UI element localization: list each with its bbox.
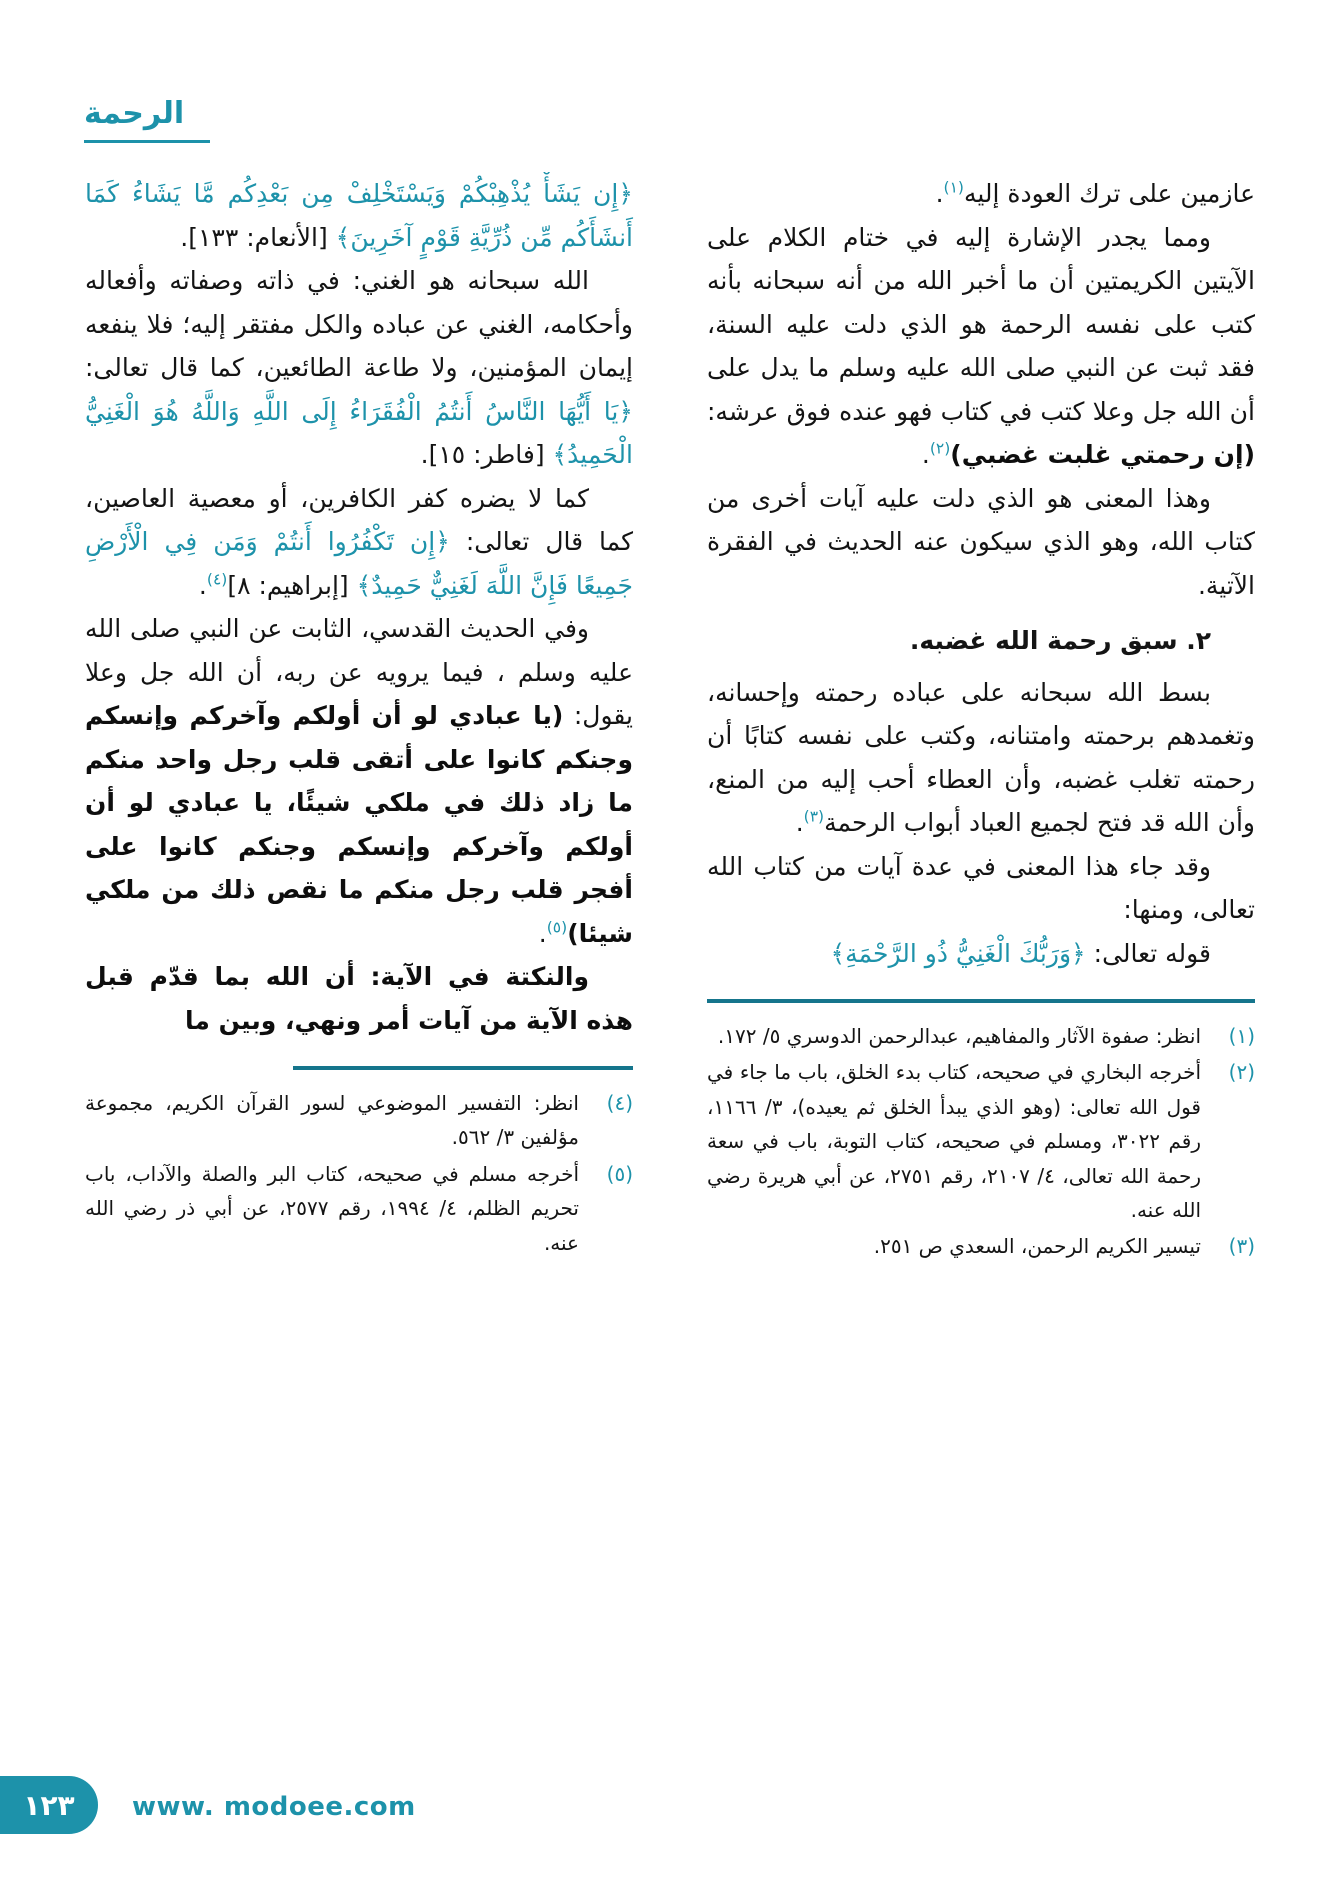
verse-reference: [الأنعام: ١٣٣]. bbox=[180, 222, 336, 252]
verse-reference: [إبراهيم: ٨] bbox=[227, 570, 357, 600]
footnote bbox=[707, 1019, 1255, 1053]
text: قوله تعالى: bbox=[1085, 938, 1211, 968]
paragraph bbox=[85, 955, 633, 1042]
text: وقد جاء هذا المعنى في عدة آيات من كتاب الله تعالى، ومنها: bbox=[707, 851, 1255, 924]
footnote-marker: (١) bbox=[943, 178, 964, 197]
page-number: ١٢٣ bbox=[23, 1788, 75, 1822]
page-number-badge bbox=[0, 1776, 98, 1834]
text: . bbox=[795, 808, 804, 837]
footnote-number: (٣) bbox=[1228, 1234, 1255, 1259]
quran-verse: ﴿وَرَبُّكَ الْغَنِيُّ ذُو الرَّحْمَةِ﴾ bbox=[830, 938, 1086, 968]
footnote-text: أخرجه مسلم في صحيحه، كتاب البر والصلة والآداب، باب تحريم الظلم، ٤/ ١٩٩٤، رقم ٢٥٧٧، عن أبي ذر رضي الله عنه. bbox=[85, 1161, 579, 1255]
footnote-separator bbox=[707, 999, 1255, 1003]
text: ومما يجدر الإشارة إليه في ختام الكلام على الآيتين الكريمتين أن ما أخبر الله من أنه سبحانه بأنه كتب على نفسه الرحمة هو الذي دلت عليه السنة، فقد ثبت عن النبي صلى الله عليه وسلم ما يدل على أن الله جل وعلا كتب في كتاب فهو عنده فوق عرشه: bbox=[707, 222, 1255, 426]
header-rule bbox=[84, 140, 210, 143]
footnote-separator bbox=[293, 1066, 633, 1070]
paragraph bbox=[707, 172, 1255, 216]
chapter-title: الرحمة bbox=[84, 96, 185, 131]
footnote bbox=[85, 1157, 633, 1260]
footnote-text: تيسير الكريم الرحمن، السعدي ص ٢٥١. bbox=[873, 1234, 1201, 1259]
text: وهذا المعنى هو الذي دلت عليه آيات أخرى من كتاب الله، وهو الذي سيكون عنه الحديث في الفقرة الآتية. bbox=[707, 483, 1255, 600]
website-url: www. modoee.com bbox=[132, 1792, 416, 1822]
footnote-number: (١) bbox=[1228, 1024, 1255, 1048]
footnote-marker: (٤) bbox=[206, 570, 228, 589]
paragraph bbox=[707, 671, 1255, 845]
paragraph bbox=[85, 172, 633, 259]
footnote-text: انظر: صفوة الآثار والمفاهيم، عبدالرحمن الدوسري ٥/ ١٧٢. bbox=[717, 1024, 1201, 1048]
content-columns bbox=[84, 172, 1255, 1782]
column-left bbox=[85, 172, 633, 1262]
paragraph bbox=[707, 845, 1255, 932]
paragraph bbox=[85, 607, 633, 955]
text: . bbox=[935, 179, 944, 208]
verse-reference: [فاطر: ١٥]. bbox=[420, 440, 553, 469]
column-right-footnotes bbox=[707, 1019, 1255, 1264]
paragraph bbox=[85, 477, 633, 608]
column-left-body bbox=[85, 172, 633, 1042]
footnote-marker: (٣) bbox=[803, 807, 825, 826]
quran-verse: ﴿يَا أَيُّهَا النَّاسُ أَنتُمُ الْفُقَرَاءُ إِلَى اللَّهِ وَاللَّهُ هُوَ الْغَنِيُّ الْحَمِيدُ﴾ bbox=[85, 396, 633, 469]
paragraph bbox=[707, 216, 1255, 477]
text: كما لا يضره كفر الكافرين، أو معصية العاصين، كما قال تعالى: bbox=[85, 483, 634, 556]
section-heading bbox=[707, 619, 1255, 663]
footnote bbox=[85, 1086, 633, 1155]
bold-text: والنكتة في الآية: أن الله بما قدّم قبل هذه الآية من آيات أمر ونهي، وبين ما bbox=[85, 962, 633, 1035]
quran-verse: ﴿إِن تَكْفُرُوا أَنتُمْ وَمَن فِي الْأَرْضِ جَمِيعًا فَإِنَّ اللَّهَ لَغَنِيٌّ حَمِيدٌ﴾ bbox=[85, 527, 633, 600]
text: . bbox=[921, 440, 930, 469]
footnote-text: انظر: التفسير الموضوعي لسور القرآن الكريم، مجموعة مؤلفين ٣/ ٥٦٢. bbox=[85, 1091, 579, 1150]
footnote-number: (٢) bbox=[1228, 1060, 1255, 1085]
text: بسط الله سبحانه على عباده رحمته وإحسانه، وتغمدهم برحمته وامتنانه، وكتب على نفسه كتابًا أن رحمته تغلب غضبه، وأن العطاء أحب إليه من المنع، وأن الله قد فتح لجميع العباد أبواب الرحمة bbox=[707, 677, 1255, 837]
text: عازمين على ترك العودة إليه bbox=[963, 179, 1255, 208]
footnote bbox=[707, 1229, 1255, 1263]
text: . bbox=[198, 570, 207, 600]
column-right-body bbox=[707, 172, 1255, 975]
text: . bbox=[538, 918, 547, 948]
text: وفي الحديث القدسي، الثابت عن النبي صلى الله عليه وسلم ، فيما يرويه عن ربه، أن الله جل وعلا يقول: bbox=[85, 614, 633, 730]
footnote-text: أخرجه البخاري في صحيحه، كتاب بدء الخلق، باب ما جاء في قول الله تعالى: (وهو الذي يبدأ الخلق ثم يعيده)، ٣/ ١١٦٦، رقم ٣٠٢٢، ومسلم في صحيحه، كتاب التوبة، باب في سعة رحمة الله تعالى، ٤/ ٢١٠٧، رقم ٢٧٥١، عن أبي هريرة رضي الله عنه. bbox=[707, 1060, 1202, 1222]
footnote-number: (٥) bbox=[606, 1161, 633, 1186]
quran-verse: ﴿إِن يَشَأْ يُذْهِبْكُمْ وَيَسْتَخْلِفْ مِن بَعْدِكُم مَّا يَشَاءُ كَمَا أَنشَأَكُم مِّن ذُرِّيَّةِ قَوْمٍ آخَرِينَ﴾ bbox=[85, 179, 633, 252]
paragraph bbox=[707, 477, 1255, 608]
footnote bbox=[707, 1055, 1255, 1227]
bold-text: (يا عبادي لو أن أولكم وآخركم وإنسكم وجنكم كانوا على أتقى قلب رجل واحد منكم ما زاد ذلك في ملكي شيئًا، يا عبادي لو أن أولكم وآخركم وإنسكم وجنكم كانوا على أفجر قلب رجل منكم ما نقص ذلك من ملكي شيئا) bbox=[85, 701, 633, 948]
paragraph bbox=[85, 259, 633, 477]
text: الله سبحانه هو الغني: في ذاته وصفاته وأفعاله وأحكامه، الغني عن عباده والكل مفتقر إليه؛ فلا ينفعه إيمان المؤمنين، ولا طاعة الطائعين، كما قال تعالى: bbox=[85, 266, 633, 382]
footnote-marker: (٢) bbox=[929, 439, 951, 458]
bold-text: (إن رحمتي غلبت غضبي) bbox=[950, 440, 1255, 469]
footnote-marker: (٥) bbox=[546, 918, 568, 937]
paragraph bbox=[707, 932, 1255, 976]
column-right bbox=[707, 172, 1255, 1266]
column-left-footnotes bbox=[85, 1086, 633, 1260]
footnote-number: (٤) bbox=[606, 1091, 633, 1115]
running-header bbox=[84, 96, 210, 143]
text: ٢. سبق رحمة الله غضبه. bbox=[909, 626, 1211, 655]
